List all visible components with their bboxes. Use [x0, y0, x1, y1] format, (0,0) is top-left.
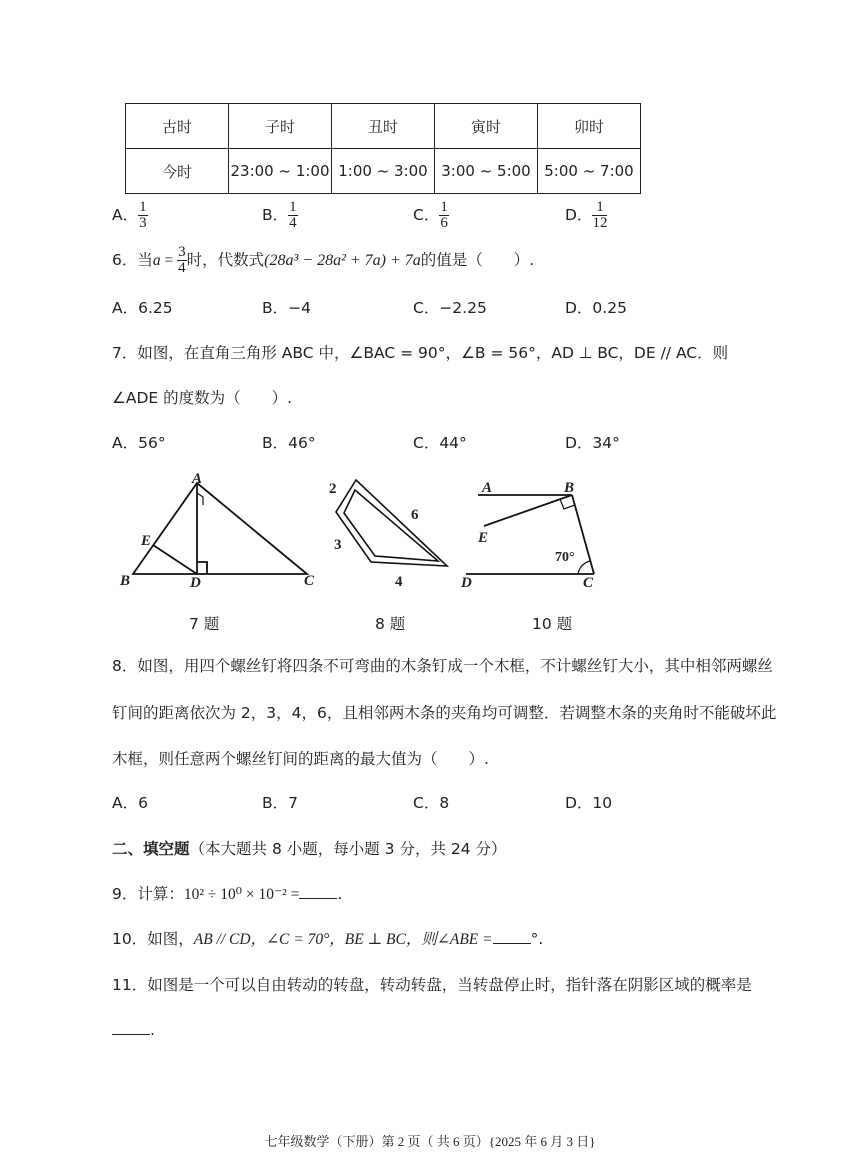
q8-option-c: C．8	[413, 794, 450, 812]
question-10: 10．如图，AB // CD，∠C = 70°，BE ⊥ BC，则∠ABE = °.	[112, 930, 544, 948]
q6-option-c: C．−2.25	[413, 299, 487, 317]
table-cell: 23:00 ~ 1:00	[229, 149, 332, 194]
fig8-side-4: 4	[395, 574, 403, 590]
fraction: $\frac{1}{4}$	[289, 199, 297, 231]
question-8-line1: 8．如图，用四个螺丝钉将四条不可弯曲的木条钉成一个木框，不计螺丝钉大小，其中相邻两螺丝	[112, 657, 773, 675]
table-cell: 古时	[126, 104, 229, 149]
q8-option-d: D．10	[565, 794, 613, 812]
fig10-label-e: E	[478, 530, 489, 546]
question-11-line2: .	[112, 1020, 155, 1040]
q8-option-b: B．7	[262, 794, 298, 812]
fig7-label-c: C	[304, 573, 315, 589]
fig7-label-b: B	[120, 573, 131, 589]
fig7-label-a: A	[192, 471, 203, 487]
fig10-angle-70: 70°	[555, 550, 575, 565]
q7-option-b: B．46°	[262, 434, 316, 452]
fig10-label-b: B	[564, 480, 575, 496]
section-title: 二、填空题	[112, 840, 190, 858]
table-cell: 丑时	[332, 104, 435, 149]
fig10-label-d: D	[461, 575, 472, 591]
fraction: $\frac{1}{3}$	[139, 199, 147, 231]
fig7-label-d: D	[190, 575, 201, 591]
answer-blank[interactable]	[493, 929, 531, 944]
fig8-side-6: 6	[411, 507, 419, 523]
fraction: $\frac{3}{4}$	[178, 244, 186, 276]
q7-option-d: D．34°	[565, 434, 620, 452]
table-cell: 子时	[229, 104, 332, 149]
table-cell: 卯时	[538, 104, 641, 149]
q6-option-a: A．6.25	[112, 299, 173, 317]
q7-option-a: A．56°	[112, 434, 166, 452]
fig10-caption: 10 题	[532, 615, 573, 633]
fig10-label-a: A	[482, 480, 493, 496]
fig8-side-3: 3	[334, 537, 342, 553]
fraction: $\frac{1}{12}$	[592, 199, 608, 231]
fig7-label-e: E	[141, 533, 152, 549]
section-note: （本大题共 8 小题，每小题 3 分，共 24 分）	[189, 840, 507, 858]
answer-blank[interactable]	[112, 1020, 150, 1035]
table-cell: 1:00 ~ 3:00	[332, 149, 435, 194]
fig8-caption: 8 题	[375, 615, 406, 633]
question-11-line1: 11．如图是一个可以自由转动的转盘，转动转盘，当转盘停止时，指针落在阴影区域的概率是	[112, 976, 752, 994]
fraction: $\frac{1}{6}$	[440, 199, 448, 231]
q6-option-d: D．0.25	[565, 299, 627, 317]
q7-option-c: C．44°	[413, 434, 467, 452]
q5-option-a: A． $\frac{1}{3}$	[112, 199, 147, 231]
q5-option-c: C． $\frac{1}{6}$	[413, 199, 448, 231]
question-7-line1: 7．如图，在直角三角形 ABC 中，∠BAC = 90°，∠B = 56°，AD ⊥ BC，DE // AC．则	[112, 344, 729, 362]
page-footer: 七年级数学（下册）第 2 页（ 共 6 页）{2025 年 6 月 3 日}	[264, 1134, 596, 1149]
table-cell: 3:00 ~ 5:00	[435, 149, 538, 194]
table-cell: 5:00 ~ 7:00	[538, 149, 641, 194]
answer-blank[interactable]	[299, 884, 337, 899]
table-cell: 寅时	[435, 104, 538, 149]
question-7-line2: ∠ADE 的度数为（ ）.	[112, 389, 293, 407]
question-9: 9．计算：10² ÷ 10⁰ × 10⁻² = .	[112, 885, 343, 903]
fig7-caption: 7 题	[189, 615, 220, 633]
fig10-label-c: C	[583, 575, 594, 591]
q6-option-b: B．−4	[262, 299, 311, 317]
question-6: 6．当a = $\frac{3}{4}$ 时，代数式(28a³ − 28a² + 7a) + 7a的值是（ ）.	[112, 244, 535, 276]
question-8-line3: 木框，则任意两个螺丝钉间的距离的最大值为（ ）.	[112, 750, 489, 768]
q5-option-b: B． $\frac{1}{4}$	[262, 199, 297, 231]
fig8-side-2: 2	[329, 481, 337, 497]
question-8-line2: 钉间的距离依次为 2，3，4，6，且相邻两木条的夹角均可调整．若调整木条的夹角时不能破坏此	[112, 704, 777, 722]
section-2-heading	[112, 839, 507, 859]
q5-option-d: D． $\frac{1}{12}$	[565, 199, 608, 231]
table-cell: 今时	[126, 149, 229, 194]
q8-option-a: A．6	[112, 794, 148, 812]
